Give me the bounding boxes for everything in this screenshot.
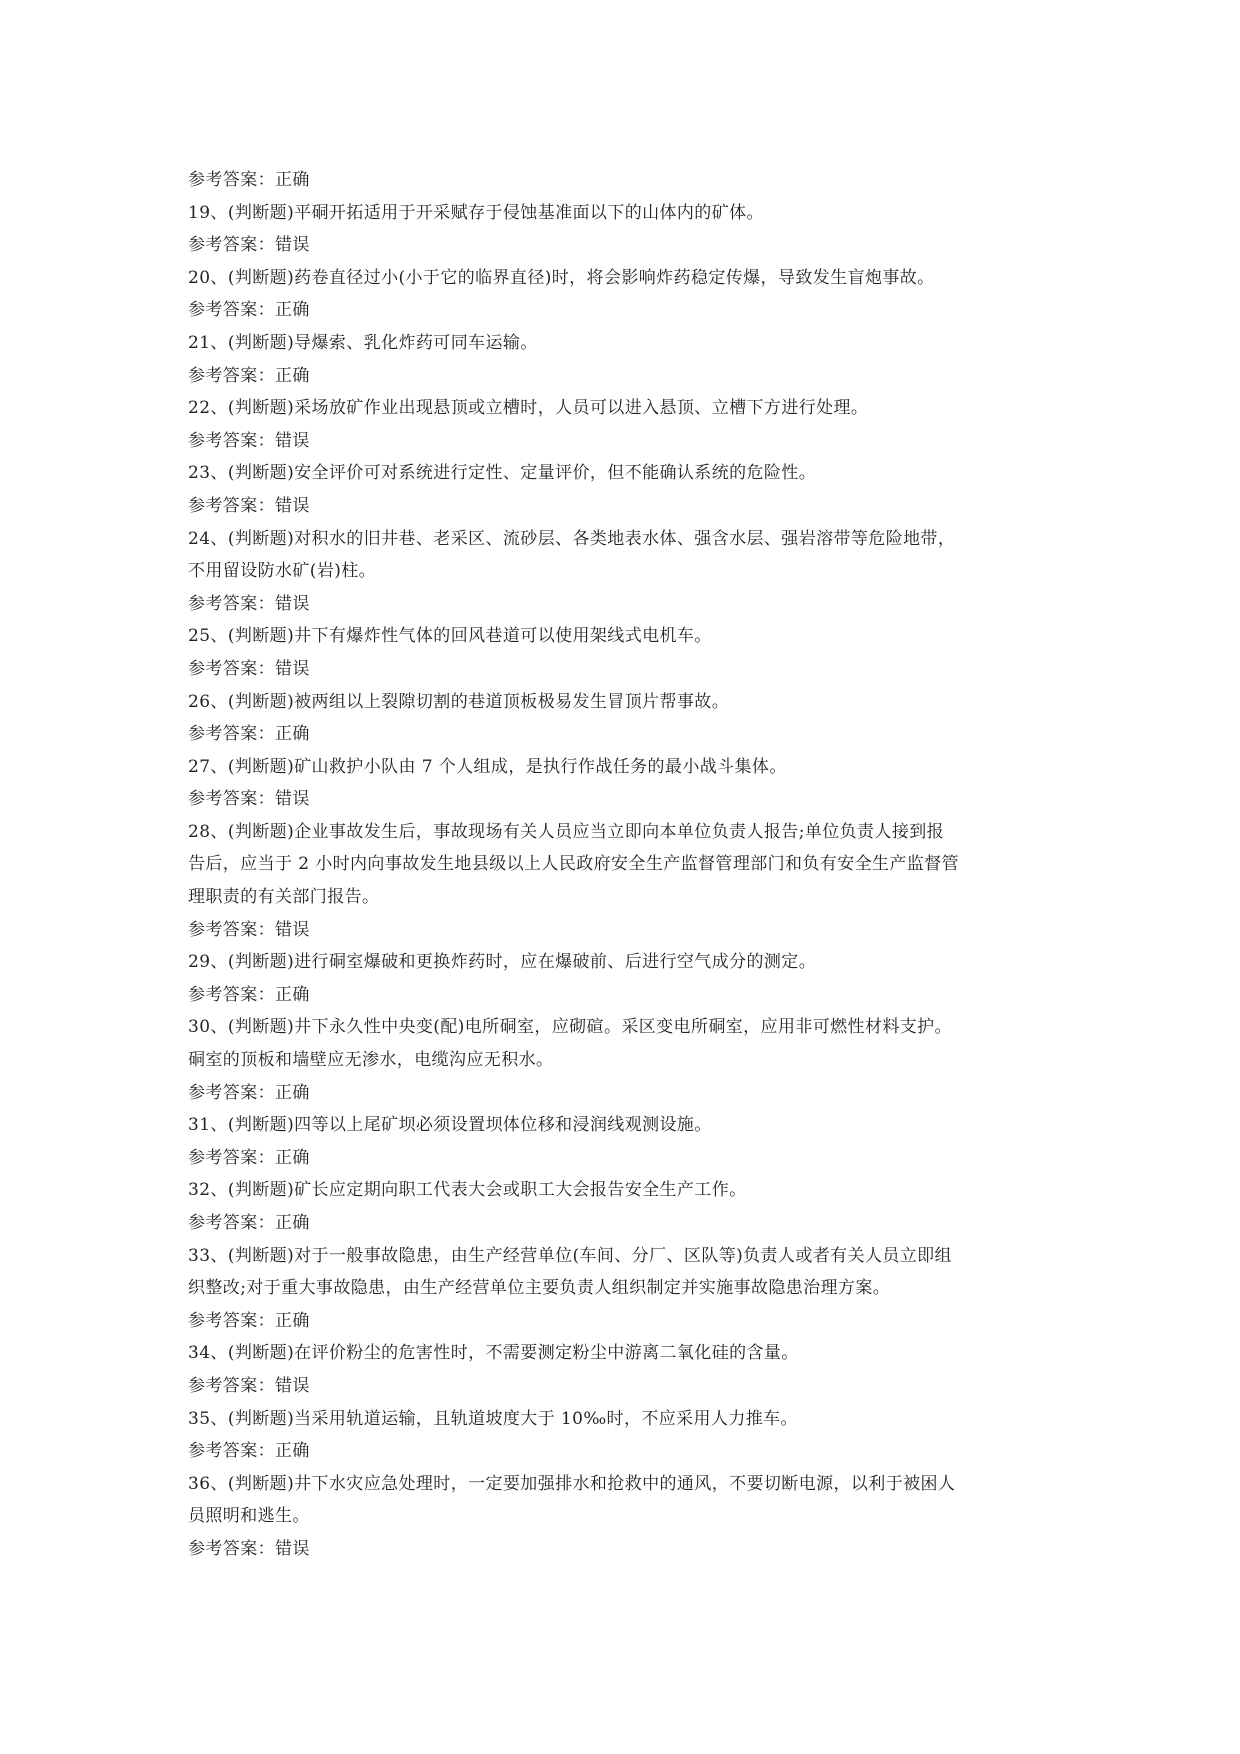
answer-line: 参考答案：错误 [188, 593, 310, 614]
question-line: 30、(判断题)井下永久性中央变(配)电所硐室，应砌碹。采区变电所硐室，应用非可燃性材料支护。 [188, 1017, 952, 1038]
answer-line: 参考答案：正确 [188, 1147, 310, 1168]
answer-line: 参考答案：错误 [188, 495, 310, 516]
question-line-continued: 织整改;对于重大事故隐患，由生产经营单位主要负责人组织制定并实施事故隐患治理方案。 [188, 1278, 891, 1299]
question-line-continued: 告后，应当于 2 小时内向事故发生地县级以上人民政府安全生产监督管理部门和负有安全生产监督管 [188, 854, 960, 875]
answer-line: 参考答案：正确 [188, 1310, 310, 1331]
answer-line: 参考答案：错误 [188, 658, 310, 679]
answer-line: 参考答案：正确 [188, 365, 310, 386]
answer-line: 参考答案：错误 [188, 789, 310, 810]
answer-line: 参考答案：错误 [188, 1538, 310, 1559]
question-line: 25、(判断题)井下有爆炸性气体的回风巷道可以使用架线式电机车。 [188, 626, 712, 647]
answer-line: 参考答案：正确 [188, 1213, 310, 1233]
question-line: 21、(判断题)导爆索、乳化炸药可同车运输。 [188, 332, 538, 353]
answer-line: 参考答案：正确 [188, 1441, 310, 1462]
question-line-continued: 硐室的顶板和墙壁应无渗水，电缆沟应无积水。 [188, 1050, 554, 1071]
question-line: 31、(判断题)四等以上尾矿坝必须设置坝体位移和浸润线观测设施。 [188, 1115, 712, 1136]
answer-line: 参考答案：错误 [188, 430, 310, 451]
question-line: 20、(判断题)药卷直径过小(小于它的临界直径)时，将会影响炸药稳定传爆，导致发生盲炮事故。 [188, 267, 935, 288]
question-line: 32、(判断题)矿长应定期向职工代表大会或职工大会报告安全生产工作。 [188, 1180, 747, 1201]
question-line: 23、(判断题)安全评价可对系统进行定性、定量评价，但不能确认系统的危险性。 [188, 463, 817, 484]
question-list [188, 164, 1054, 1566]
answer-line: 参考答案：错误 [188, 1375, 310, 1396]
question-line: 33、(判断题)对于一般事故隐患，由生产经营单位(车间、分厂、区队等)负责人或者有关人员立即组 [188, 1245, 952, 1266]
question-line: 29、(判断题)进行硐室爆破和更换炸药时，应在爆破前、后进行空气成分的测定。 [188, 952, 817, 973]
question-line: 24、(判断题)对积水的旧井巷、老采区、流砂层、各类地表水体、强含水层、强岩溶带等危险地带， [188, 528, 956, 549]
answer-line: 参考答案：正确 [188, 984, 310, 1005]
answer-line: 参考答案：错误 [188, 919, 310, 940]
question-line-continued: 员照明和逃生。 [188, 1506, 310, 1527]
question-line: 28、(判断题)企业事故发生后，事故现场有关人员应当立即向本单位负责人报告;单位负责人接到报 [188, 821, 945, 842]
answer-line: 参考答案：正确 [188, 724, 310, 745]
answer-line: 参考答案：错误 [188, 235, 310, 256]
question-line: 34、(判断题)在评价粉尘的危害性时，不需要测定粉尘中游离二氧化硅的含量。 [188, 1343, 799, 1364]
question-line: 26、(判断题)被两组以上裂隙切割的巷道顶板极易发生冒顶片帮事故。 [188, 691, 730, 712]
question-line: 27、(判断题)矿山救护小队由 7 个人组成，是执行作战任务的最小战斗集体。 [188, 756, 787, 777]
question-line: 19、(判断题)平硐开拓适用于开采赋存于侵蚀基准面以下的山体内的矿体。 [188, 202, 764, 223]
answer-line: 参考答案：正确 [188, 300, 310, 321]
question-line: 36、(判断题)井下水灾应急处理时，一定要加强排水和抢救中的通风，不要切断电源，以利于被困人 [188, 1473, 956, 1494]
question-line-continued: 理职责的有关部门报告。 [188, 887, 380, 908]
question-line-continued: 不用留设防水矿(岩)柱。 [188, 561, 377, 582]
answer-line: 参考答案：正确 [188, 1082, 310, 1103]
question-line: 35、(判断题)当采用轨道运输，且轨道坡度大于 10‰时，不应采用人力推车。 [188, 1408, 798, 1429]
question-line: 22、(判断题)采场放矿作业出现悬顶或立槽时，人员可以进入悬顶、立槽下方进行处理。 [188, 398, 869, 419]
answer-line: 参考答案：正确 [188, 170, 310, 190]
